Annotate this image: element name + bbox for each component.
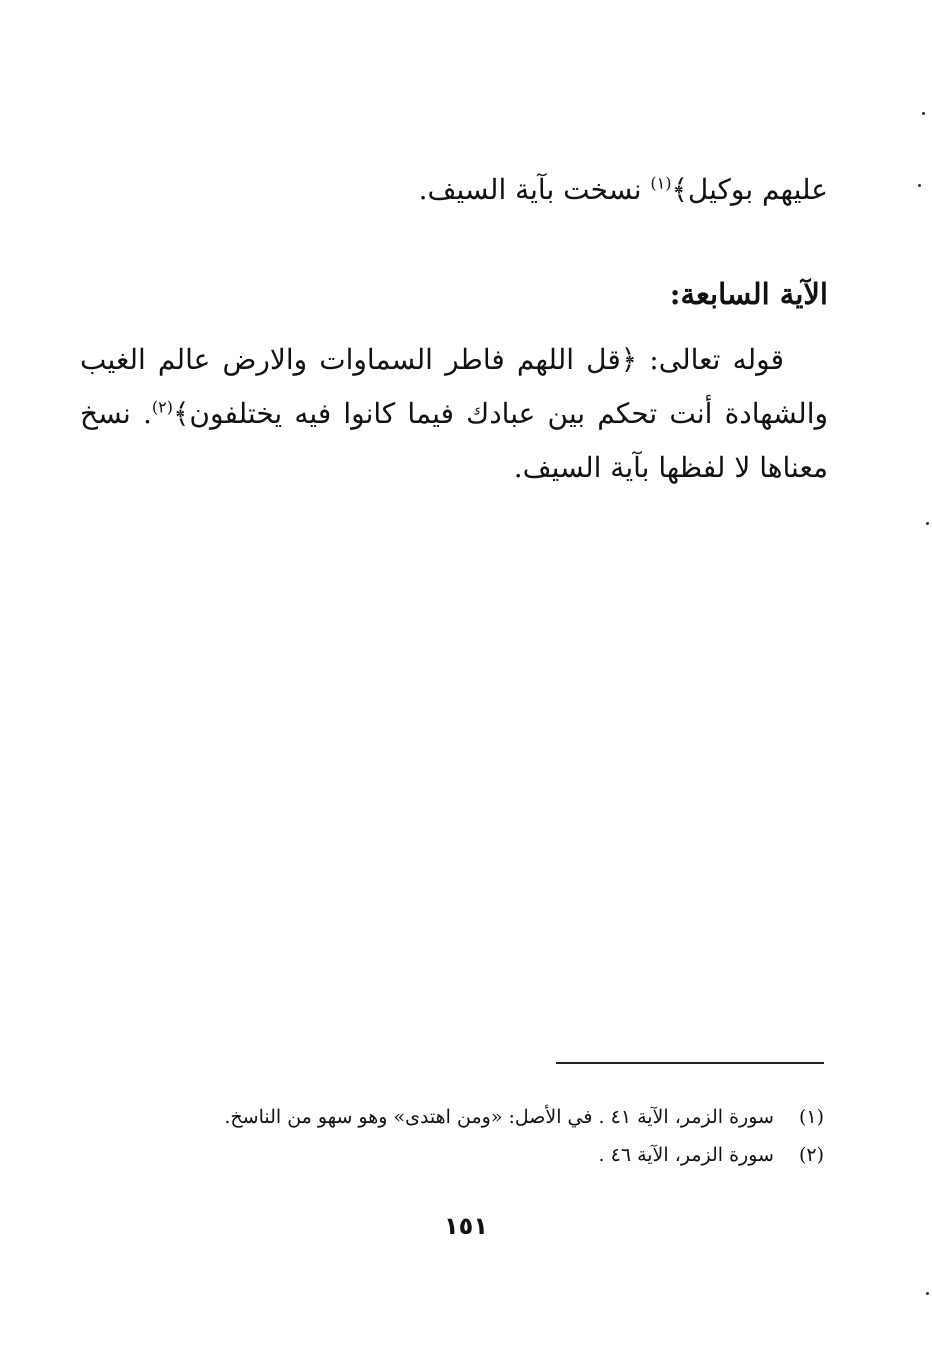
section-heading: الآية السابعة: <box>669 277 828 311</box>
footnote-ref-1: (١) <box>650 173 672 193</box>
continuation-text: عليهم بوكيل﴾ <box>671 173 828 206</box>
scan-speck <box>926 1292 929 1295</box>
continuation-rest: نسخت بآية السيف. <box>418 173 651 206</box>
footnote-text: سورة الزمر، الآية ٤١ . في الأصل: «ومن اهتدى» وهو سهو من الناسخ. <box>224 1106 774 1128</box>
footnote-number: (٢) <box>798 1144 824 1166</box>
scan-speck <box>926 522 929 525</box>
continuation-line <box>268 168 828 212</box>
page-number: ١٥١ <box>444 1212 488 1240</box>
scan-speck <box>922 112 925 115</box>
footnote-2 <box>124 1136 824 1174</box>
scan-speck <box>918 184 921 187</box>
section-paragraph <box>80 333 828 495</box>
footnotes <box>124 1098 824 1174</box>
footnote-ref-2: (٢) <box>151 397 174 417</box>
footnote-divider <box>556 1062 824 1064</box>
footnote-1 <box>124 1098 824 1136</box>
footnote-number: (١) <box>798 1106 824 1128</box>
paragraph-end: . نسخ معناها لا لفظها بآية السيف. <box>80 397 828 484</box>
footnote-text: سورة الزمر، الآية ٤٦ . <box>598 1144 774 1166</box>
paragraph-verse: قوله تعالى: ﴿قل اللهم فاطر السماوات والارض عالم الغيب والشهادة أنت تحكم بين عبادك فيما كانوا فيه يختلفون﴾ <box>80 343 828 430</box>
